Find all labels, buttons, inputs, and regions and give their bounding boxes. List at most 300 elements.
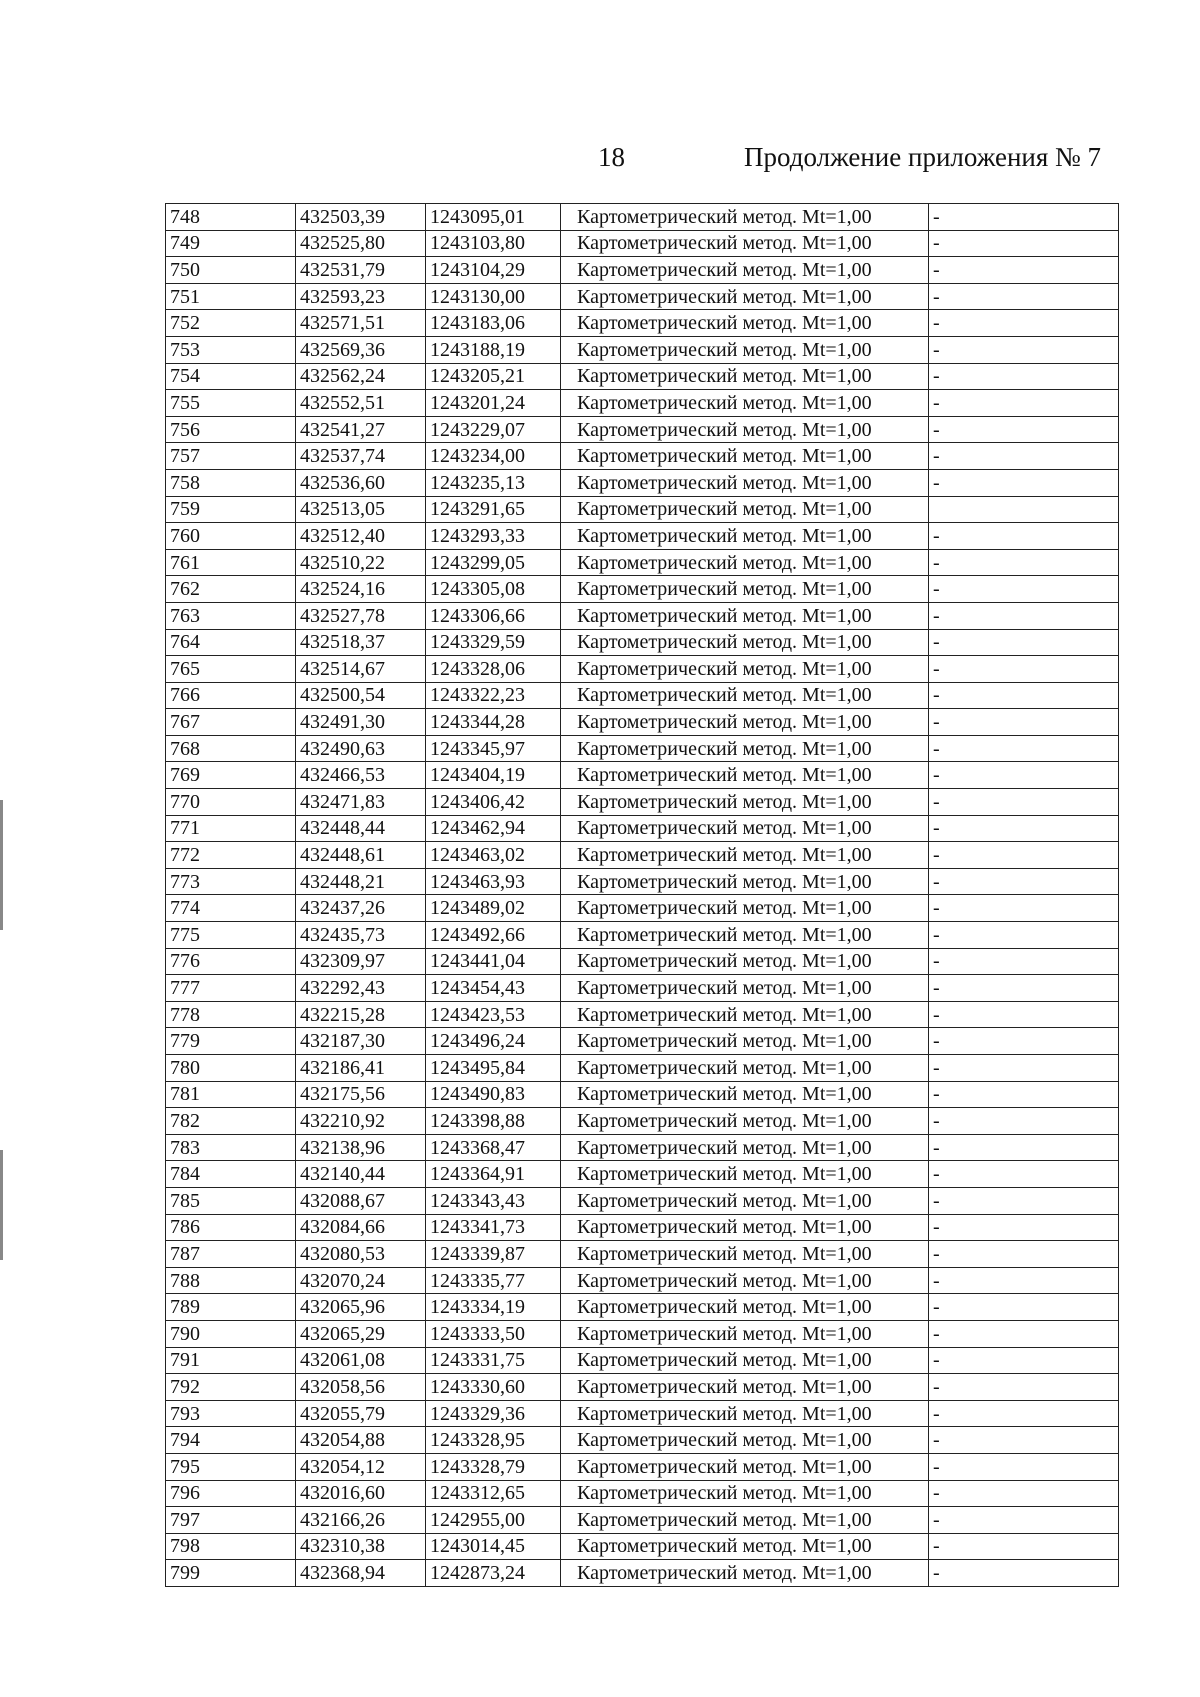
point-number-cell: 762 bbox=[166, 576, 296, 603]
point-number-cell: 784 bbox=[166, 1161, 296, 1188]
method-cell: Картометрический метод. Mt=1,00 bbox=[561, 868, 929, 895]
point-number-cell: 770 bbox=[166, 789, 296, 816]
point-number-cell: 768 bbox=[166, 735, 296, 762]
note-cell: - bbox=[929, 310, 1119, 337]
table-row bbox=[166, 1347, 1119, 1374]
note-cell: - bbox=[929, 1480, 1119, 1507]
note-cell: - bbox=[929, 469, 1119, 496]
y-coordinate-cell: 1243205,21 bbox=[426, 363, 561, 390]
y-coordinate-cell: 1243329,59 bbox=[426, 629, 561, 656]
table-row bbox=[166, 1480, 1119, 1507]
method-cell: Картометрический метод. Mt=1,00 bbox=[561, 443, 929, 470]
method-cell: Картометрический метод. Mt=1,00 bbox=[561, 336, 929, 363]
note-cell: - bbox=[929, 1320, 1119, 1347]
method-cell: Картометрический метод. Mt=1,00 bbox=[561, 1347, 929, 1374]
x-coordinate-cell: 432058,56 bbox=[296, 1374, 426, 1401]
x-coordinate-cell: 432514,67 bbox=[296, 656, 426, 683]
x-coordinate-cell: 432448,61 bbox=[296, 842, 426, 869]
table-row bbox=[166, 576, 1119, 603]
y-coordinate-cell: 1243305,08 bbox=[426, 576, 561, 603]
y-coordinate-cell: 1243334,19 bbox=[426, 1294, 561, 1321]
x-coordinate-cell: 432536,60 bbox=[296, 469, 426, 496]
table-row bbox=[166, 656, 1119, 683]
point-number-cell: 799 bbox=[166, 1560, 296, 1587]
note-cell: - bbox=[929, 416, 1119, 443]
table-row bbox=[166, 390, 1119, 417]
x-coordinate-cell: 432491,30 bbox=[296, 709, 426, 736]
point-number-cell: 774 bbox=[166, 895, 296, 922]
note-cell: - bbox=[929, 390, 1119, 417]
point-number-cell: 753 bbox=[166, 336, 296, 363]
method-cell: Картометрический метод. Mt=1,00 bbox=[561, 549, 929, 576]
method-cell: Картометрический метод. Mt=1,00 bbox=[561, 576, 929, 603]
point-number-cell: 777 bbox=[166, 975, 296, 1002]
x-coordinate-cell: 432562,24 bbox=[296, 363, 426, 390]
x-coordinate-cell: 432524,16 bbox=[296, 576, 426, 603]
point-number-cell: 792 bbox=[166, 1374, 296, 1401]
method-cell: Картометрический метод. Mt=1,00 bbox=[561, 363, 929, 390]
note-cell: - bbox=[929, 1453, 1119, 1480]
note-cell: - bbox=[929, 922, 1119, 949]
x-coordinate-cell: 432292,43 bbox=[296, 975, 426, 1002]
y-coordinate-cell: 1243463,93 bbox=[426, 868, 561, 895]
table-row bbox=[166, 1241, 1119, 1268]
table-row bbox=[166, 1294, 1119, 1321]
appendix-title: Продолжение приложения № 7 bbox=[744, 142, 1102, 172]
point-number-cell: 797 bbox=[166, 1507, 296, 1534]
point-number-cell: 756 bbox=[166, 416, 296, 443]
table-row bbox=[166, 310, 1119, 337]
y-coordinate-cell: 1243291,65 bbox=[426, 496, 561, 523]
y-coordinate-cell: 1243339,87 bbox=[426, 1241, 561, 1268]
x-coordinate-cell: 432500,54 bbox=[296, 682, 426, 709]
table-row bbox=[166, 868, 1119, 895]
note-cell: - bbox=[929, 283, 1119, 310]
y-coordinate-cell: 1243328,06 bbox=[426, 656, 561, 683]
method-cell: Картометрический метод. Mt=1,00 bbox=[561, 257, 929, 284]
x-coordinate-cell: 432527,78 bbox=[296, 602, 426, 629]
x-coordinate-cell: 432054,88 bbox=[296, 1427, 426, 1454]
note-cell: - bbox=[929, 1374, 1119, 1401]
method-cell: Картометрический метод. Mt=1,00 bbox=[561, 523, 929, 550]
x-coordinate-cell: 432466,53 bbox=[296, 762, 426, 789]
note-cell: - bbox=[929, 1347, 1119, 1374]
method-cell: Картометрический метод. Mt=1,00 bbox=[561, 975, 929, 1002]
table-row bbox=[166, 948, 1119, 975]
method-cell: Картометрический метод. Mt=1,00 bbox=[561, 656, 929, 683]
y-coordinate-cell: 1243095,01 bbox=[426, 204, 561, 231]
x-coordinate-cell: 432065,29 bbox=[296, 1320, 426, 1347]
x-coordinate-cell: 432210,92 bbox=[296, 1108, 426, 1135]
y-coordinate-cell: 1243103,80 bbox=[426, 230, 561, 257]
x-coordinate-cell: 432593,23 bbox=[296, 283, 426, 310]
note-cell: - bbox=[929, 1081, 1119, 1108]
y-coordinate-cell: 1243293,33 bbox=[426, 523, 561, 550]
y-coordinate-cell: 1243235,13 bbox=[426, 469, 561, 496]
method-cell: Картометрический метод. Mt=1,00 bbox=[561, 1453, 929, 1480]
table-row bbox=[166, 1374, 1119, 1401]
method-cell: Картометрический метод. Mt=1,00 bbox=[561, 1214, 929, 1241]
y-coordinate-cell: 1243423,53 bbox=[426, 1001, 561, 1028]
note-cell: - bbox=[929, 1028, 1119, 1055]
method-cell: Картометрический метод. Mt=1,00 bbox=[561, 496, 929, 523]
method-cell: Картометрический метод. Mt=1,00 bbox=[561, 1374, 929, 1401]
note-cell: - bbox=[929, 629, 1119, 656]
method-cell: Картометрический метод. Mt=1,00 bbox=[561, 1001, 929, 1028]
table-row bbox=[166, 1453, 1119, 1480]
x-coordinate-cell: 432186,41 bbox=[296, 1055, 426, 1082]
method-cell: Картометрический метод. Mt=1,00 bbox=[561, 1108, 929, 1135]
table-row bbox=[166, 336, 1119, 363]
point-number-cell: 771 bbox=[166, 815, 296, 842]
method-cell: Картометрический метод. Mt=1,00 bbox=[561, 629, 929, 656]
note-cell: - bbox=[929, 842, 1119, 869]
method-cell: Картометрический метод. Mt=1,00 bbox=[561, 895, 929, 922]
table-row bbox=[166, 1320, 1119, 1347]
y-coordinate-cell: 1243306,66 bbox=[426, 602, 561, 629]
table-row bbox=[166, 629, 1119, 656]
method-cell: Картометрический метод. Mt=1,00 bbox=[561, 1427, 929, 1454]
method-cell: Картометрический метод. Mt=1,00 bbox=[561, 1507, 929, 1534]
x-coordinate-cell: 432138,96 bbox=[296, 1134, 426, 1161]
table-row bbox=[166, 1108, 1119, 1135]
method-cell: Картометрический метод. Mt=1,00 bbox=[561, 1241, 929, 1268]
point-number-cell: 765 bbox=[166, 656, 296, 683]
point-number-cell: 796 bbox=[166, 1480, 296, 1507]
y-coordinate-cell: 1243368,47 bbox=[426, 1134, 561, 1161]
note-cell: - bbox=[929, 602, 1119, 629]
x-coordinate-cell: 432541,27 bbox=[296, 416, 426, 443]
y-coordinate-cell: 1243462,94 bbox=[426, 815, 561, 842]
note-cell: - bbox=[929, 1560, 1119, 1587]
table-row bbox=[166, 1533, 1119, 1560]
table-row bbox=[166, 1427, 1119, 1454]
table-row bbox=[166, 1400, 1119, 1427]
method-cell: Картометрический метод. Mt=1,00 bbox=[561, 230, 929, 257]
note-cell: - bbox=[929, 1001, 1119, 1028]
point-number-cell: 761 bbox=[166, 549, 296, 576]
x-coordinate-cell: 432448,44 bbox=[296, 815, 426, 842]
x-coordinate-cell: 432080,53 bbox=[296, 1241, 426, 1268]
y-coordinate-cell: 1243234,00 bbox=[426, 443, 561, 470]
table-row bbox=[166, 230, 1119, 257]
note-cell: - bbox=[929, 735, 1119, 762]
point-number-cell: 755 bbox=[166, 390, 296, 417]
y-coordinate-cell: 1243229,07 bbox=[426, 416, 561, 443]
method-cell: Картометрический метод. Mt=1,00 bbox=[561, 204, 929, 231]
point-number-cell: 789 bbox=[166, 1294, 296, 1321]
note-cell: - bbox=[929, 1134, 1119, 1161]
method-cell: Картометрический метод. Mt=1,00 bbox=[561, 1161, 929, 1188]
note-cell: - bbox=[929, 1427, 1119, 1454]
note-cell: - bbox=[929, 895, 1119, 922]
method-cell: Картометрический метод. Mt=1,00 bbox=[561, 815, 929, 842]
method-cell: Картометрический метод. Mt=1,00 bbox=[561, 762, 929, 789]
note-cell: - bbox=[929, 868, 1119, 895]
method-cell: Картометрический метод. Mt=1,00 bbox=[561, 789, 929, 816]
note-cell: - bbox=[929, 1055, 1119, 1082]
table-row bbox=[166, 443, 1119, 470]
y-coordinate-cell: 1243322,23 bbox=[426, 682, 561, 709]
point-number-cell: 748 bbox=[166, 204, 296, 231]
x-coordinate-cell: 432166,26 bbox=[296, 1507, 426, 1534]
x-coordinate-cell: 432513,05 bbox=[296, 496, 426, 523]
method-cell: Картометрический метод. Mt=1,00 bbox=[561, 416, 929, 443]
note-cell: - bbox=[929, 682, 1119, 709]
x-coordinate-cell: 432140,44 bbox=[296, 1161, 426, 1188]
x-coordinate-cell: 432084,66 bbox=[296, 1214, 426, 1241]
x-coordinate-cell: 432061,08 bbox=[296, 1347, 426, 1374]
y-coordinate-cell: 1243343,43 bbox=[426, 1187, 561, 1214]
point-number-cell: 749 bbox=[166, 230, 296, 257]
y-coordinate-cell: 1243489,02 bbox=[426, 895, 561, 922]
y-coordinate-cell: 1243344,28 bbox=[426, 709, 561, 736]
x-coordinate-cell: 432518,37 bbox=[296, 629, 426, 656]
y-coordinate-cell: 1243330,60 bbox=[426, 1374, 561, 1401]
note-cell: - bbox=[929, 1533, 1119, 1560]
table-row bbox=[166, 283, 1119, 310]
point-number-cell: 790 bbox=[166, 1320, 296, 1347]
x-coordinate-cell: 432490,63 bbox=[296, 735, 426, 762]
y-coordinate-cell: 1243201,24 bbox=[426, 390, 561, 417]
note-cell: - bbox=[929, 1294, 1119, 1321]
method-cell: Картометрический метод. Mt=1,00 bbox=[561, 390, 929, 417]
point-number-cell: 763 bbox=[166, 602, 296, 629]
table-row bbox=[166, 523, 1119, 550]
table-row bbox=[166, 549, 1119, 576]
x-coordinate-cell: 432088,67 bbox=[296, 1187, 426, 1214]
point-number-cell: 778 bbox=[166, 1001, 296, 1028]
x-coordinate-cell: 432448,21 bbox=[296, 868, 426, 895]
method-cell: Картометрический метод. Mt=1,00 bbox=[561, 1480, 929, 1507]
point-number-cell: 767 bbox=[166, 709, 296, 736]
x-coordinate-cell: 432531,79 bbox=[296, 257, 426, 284]
point-number-cell: 780 bbox=[166, 1055, 296, 1082]
y-coordinate-cell: 1243183,06 bbox=[426, 310, 561, 337]
note-cell: - bbox=[929, 336, 1119, 363]
y-coordinate-cell: 1243331,75 bbox=[426, 1347, 561, 1374]
point-number-cell: 773 bbox=[166, 868, 296, 895]
table-row bbox=[166, 762, 1119, 789]
method-cell: Картометрический метод. Mt=1,00 bbox=[561, 1267, 929, 1294]
page-number: 18 bbox=[598, 142, 625, 172]
point-number-cell: 779 bbox=[166, 1028, 296, 1055]
x-coordinate-cell: 432503,39 bbox=[296, 204, 426, 231]
y-coordinate-cell: 1243104,29 bbox=[426, 257, 561, 284]
point-number-cell: 775 bbox=[166, 922, 296, 949]
y-coordinate-cell: 1243404,19 bbox=[426, 762, 561, 789]
table-row bbox=[166, 975, 1119, 1002]
y-coordinate-cell: 1243495,84 bbox=[426, 1055, 561, 1082]
table-row bbox=[166, 1214, 1119, 1241]
table-row bbox=[166, 1187, 1119, 1214]
y-coordinate-cell: 1243364,91 bbox=[426, 1161, 561, 1188]
table-row bbox=[166, 735, 1119, 762]
method-cell: Картометрический метод. Mt=1,00 bbox=[561, 1055, 929, 1082]
note-cell: - bbox=[929, 363, 1119, 390]
table-row bbox=[166, 204, 1119, 231]
y-coordinate-cell: 1243328,95 bbox=[426, 1427, 561, 1454]
note-cell: - bbox=[929, 656, 1119, 683]
method-cell: Картометрический метод. Mt=1,00 bbox=[561, 922, 929, 949]
method-cell: Картометрический метод. Mt=1,00 bbox=[561, 1294, 929, 1321]
point-number-cell: 754 bbox=[166, 363, 296, 390]
note-cell: - bbox=[929, 1267, 1119, 1294]
note-cell: - bbox=[929, 1214, 1119, 1241]
method-cell: Картометрический метод. Mt=1,00 bbox=[561, 1028, 929, 1055]
table-row bbox=[166, 1081, 1119, 1108]
table-row bbox=[166, 895, 1119, 922]
method-cell: Картометрический метод. Mt=1,00 bbox=[561, 469, 929, 496]
x-coordinate-cell: 432065,96 bbox=[296, 1294, 426, 1321]
x-coordinate-cell: 432175,56 bbox=[296, 1081, 426, 1108]
method-cell: Картометрический метод. Mt=1,00 bbox=[561, 842, 929, 869]
x-coordinate-cell: 432310,38 bbox=[296, 1533, 426, 1560]
note-cell: - bbox=[929, 230, 1119, 257]
note-cell: - bbox=[929, 709, 1119, 736]
note-cell bbox=[929, 496, 1119, 523]
x-coordinate-cell: 432569,36 bbox=[296, 336, 426, 363]
table-row bbox=[166, 602, 1119, 629]
table-row bbox=[166, 789, 1119, 816]
x-coordinate-cell: 432055,79 bbox=[296, 1400, 426, 1427]
table-row bbox=[166, 257, 1119, 284]
y-coordinate-cell: 1243492,66 bbox=[426, 922, 561, 949]
y-coordinate-cell: 1243014,45 bbox=[426, 1533, 561, 1560]
point-number-cell: 750 bbox=[166, 257, 296, 284]
x-coordinate-cell: 432309,97 bbox=[296, 948, 426, 975]
table-row bbox=[166, 709, 1119, 736]
note-cell: - bbox=[929, 549, 1119, 576]
table-row bbox=[166, 1560, 1119, 1587]
x-coordinate-cell: 432368,94 bbox=[296, 1560, 426, 1587]
point-number-cell: 782 bbox=[166, 1108, 296, 1135]
method-cell: Картометрический метод. Mt=1,00 bbox=[561, 1533, 929, 1560]
x-coordinate-cell: 432054,12 bbox=[296, 1453, 426, 1480]
table-row bbox=[166, 1267, 1119, 1294]
x-coordinate-cell: 432552,51 bbox=[296, 390, 426, 417]
point-number-cell: 758 bbox=[166, 469, 296, 496]
y-coordinate-cell: 1243188,19 bbox=[426, 336, 561, 363]
method-cell: Картометрический метод. Mt=1,00 bbox=[561, 310, 929, 337]
x-coordinate-cell: 432016,60 bbox=[296, 1480, 426, 1507]
table-row bbox=[166, 1001, 1119, 1028]
note-cell: - bbox=[929, 1108, 1119, 1135]
x-coordinate-cell: 432525,80 bbox=[296, 230, 426, 257]
table-row bbox=[166, 1028, 1119, 1055]
y-coordinate-cell: 1243328,79 bbox=[426, 1453, 561, 1480]
table-row bbox=[166, 1507, 1119, 1534]
point-number-cell: 764 bbox=[166, 629, 296, 656]
y-coordinate-cell: 1243496,24 bbox=[426, 1028, 561, 1055]
x-coordinate-cell: 432471,83 bbox=[296, 789, 426, 816]
note-cell: - bbox=[929, 523, 1119, 550]
point-number-cell: 798 bbox=[166, 1533, 296, 1560]
table-row bbox=[166, 496, 1119, 523]
y-coordinate-cell: 1242955,00 bbox=[426, 1507, 561, 1534]
y-coordinate-cell: 1243345,97 bbox=[426, 735, 561, 762]
x-coordinate-cell: 432537,74 bbox=[296, 443, 426, 470]
table-row bbox=[166, 1161, 1119, 1188]
point-number-cell: 759 bbox=[166, 496, 296, 523]
point-number-cell: 793 bbox=[166, 1400, 296, 1427]
y-coordinate-cell: 1243312,65 bbox=[426, 1480, 561, 1507]
table-row bbox=[166, 1134, 1119, 1161]
note-cell: - bbox=[929, 789, 1119, 816]
point-number-cell: 785 bbox=[166, 1187, 296, 1214]
coordinates-table-body bbox=[166, 204, 1119, 1587]
note-cell: - bbox=[929, 975, 1119, 1002]
method-cell: Картометрический метод. Mt=1,00 bbox=[561, 1320, 929, 1347]
point-number-cell: 795 bbox=[166, 1453, 296, 1480]
table-row bbox=[166, 815, 1119, 842]
table-row bbox=[166, 922, 1119, 949]
note-cell: - bbox=[929, 204, 1119, 231]
table-row bbox=[166, 682, 1119, 709]
x-coordinate-cell: 432512,40 bbox=[296, 523, 426, 550]
point-number-cell: 786 bbox=[166, 1214, 296, 1241]
point-number-cell: 751 bbox=[166, 283, 296, 310]
table-row bbox=[166, 363, 1119, 390]
note-cell: - bbox=[929, 1241, 1119, 1268]
y-coordinate-cell: 1243130,00 bbox=[426, 283, 561, 310]
point-number-cell: 787 bbox=[166, 1241, 296, 1268]
note-cell: - bbox=[929, 257, 1119, 284]
scan-edge-mark bbox=[0, 1150, 3, 1260]
y-coordinate-cell: 1243299,05 bbox=[426, 549, 561, 576]
x-coordinate-cell: 432571,51 bbox=[296, 310, 426, 337]
y-coordinate-cell: 1242873,24 bbox=[426, 1560, 561, 1587]
table-row bbox=[166, 1055, 1119, 1082]
point-number-cell: 791 bbox=[166, 1347, 296, 1374]
method-cell: Картометрический метод. Mt=1,00 bbox=[561, 1560, 929, 1587]
y-coordinate-cell: 1243406,42 bbox=[426, 789, 561, 816]
table-row bbox=[166, 469, 1119, 496]
note-cell: - bbox=[929, 762, 1119, 789]
x-coordinate-cell: 432187,30 bbox=[296, 1028, 426, 1055]
y-coordinate-cell: 1243341,73 bbox=[426, 1214, 561, 1241]
y-coordinate-cell: 1243441,04 bbox=[426, 948, 561, 975]
note-cell: - bbox=[929, 576, 1119, 603]
point-number-cell: 772 bbox=[166, 842, 296, 869]
y-coordinate-cell: 1243398,88 bbox=[426, 1108, 561, 1135]
point-number-cell: 760 bbox=[166, 523, 296, 550]
y-coordinate-cell: 1243335,77 bbox=[426, 1267, 561, 1294]
method-cell: Картометрический метод. Mt=1,00 bbox=[561, 948, 929, 975]
note-cell: - bbox=[929, 1161, 1119, 1188]
point-number-cell: 788 bbox=[166, 1267, 296, 1294]
scan-edge-mark bbox=[0, 800, 3, 930]
method-cell: Картометрический метод. Mt=1,00 bbox=[561, 1400, 929, 1427]
y-coordinate-cell: 1243463,02 bbox=[426, 842, 561, 869]
point-number-cell: 776 bbox=[166, 948, 296, 975]
point-number-cell: 766 bbox=[166, 682, 296, 709]
note-cell: - bbox=[929, 815, 1119, 842]
table-row bbox=[166, 416, 1119, 443]
point-number-cell: 794 bbox=[166, 1427, 296, 1454]
method-cell: Картометрический метод. Mt=1,00 bbox=[561, 1134, 929, 1161]
y-coordinate-cell: 1243490,83 bbox=[426, 1081, 561, 1108]
point-number-cell: 781 bbox=[166, 1081, 296, 1108]
note-cell: - bbox=[929, 1400, 1119, 1427]
x-coordinate-cell: 432070,24 bbox=[296, 1267, 426, 1294]
coordinates-table bbox=[165, 203, 1119, 1587]
method-cell: Картометрический метод. Mt=1,00 bbox=[561, 283, 929, 310]
point-number-cell: 769 bbox=[166, 762, 296, 789]
point-number-cell: 757 bbox=[166, 443, 296, 470]
note-cell: - bbox=[929, 443, 1119, 470]
x-coordinate-cell: 432435,73 bbox=[296, 922, 426, 949]
